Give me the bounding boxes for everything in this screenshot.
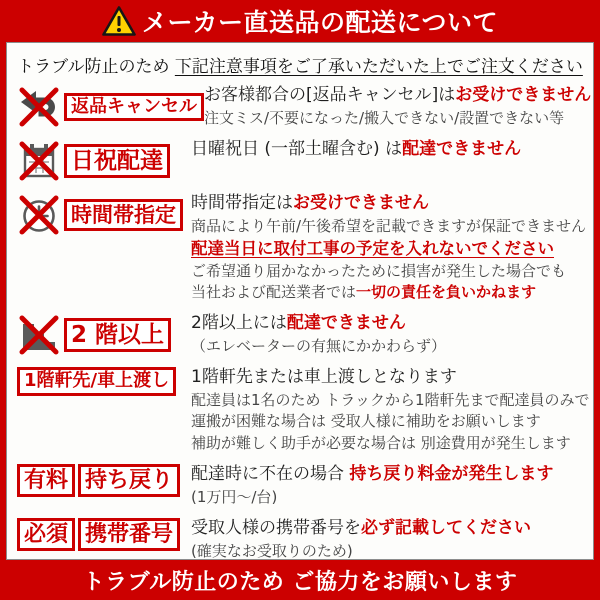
page-title: メーカー直送品の配送について [141,8,498,37]
header-banner [0,0,600,42]
clock-crossed-icon [17,193,61,237]
row-text [191,138,583,162]
label-badge: 返品キャンセル [64,93,204,122]
footer-banner [0,560,600,600]
text-segment: 持ち戻り料金が発生します [349,463,554,484]
calendar-crossed-icon [17,139,61,183]
row-label-group [17,312,191,357]
label-badge: 2 階以上 [64,318,171,352]
text-segment: 補助が難しく助手が必要な場合は 別途費用が発生します [191,433,571,452]
label-badge: 時間帯指定 [64,199,183,231]
row-label-group [17,366,191,396]
row-label-group [17,84,204,129]
text-segment: 1階軒先または車上渡しとなります [191,367,457,388]
text-segment: お受けできません [455,85,592,105]
text-segment: 配達できません [286,313,406,334]
text-segment: 時間帯指定は [191,193,293,214]
text-segment: お客様都合の[返品キャンセル]は [204,85,456,105]
notice-line [191,312,583,336]
top-notice-underlined: 下記注意事項をご了承いただいた上でご注文ください [174,57,583,77]
text-segment: 当社および配送業者では [191,282,357,301]
row-text [191,192,587,303]
notice-row-sunday-holiday [17,138,583,183]
text-segment: お受けできません [293,193,429,214]
stairs-crossed-icon [17,313,61,357]
sections [17,84,592,560]
notice-line [191,463,583,487]
notice-line [191,517,583,541]
text-segment: 2階以上には [191,313,287,334]
return-arrow-crossed-icon [17,85,61,129]
notice-panel [6,42,594,560]
notice-line [191,433,583,454]
notice-row-second-floor [17,312,583,357]
notice-line [191,366,583,390]
text-segment: 商品により午前/午後希望を記載できますが保証できません [191,216,587,235]
row-label-group [17,192,191,237]
text-segment: ご希望通り届かなかったために損害が発生した場合でも [191,261,567,280]
row-label-group [17,517,191,551]
warning-triangle-icon [102,5,136,37]
text-segment: 注文ミス/不要になった/搬入できない/設置できない等 [204,108,565,127]
label-badge: 携帯番号 [78,518,180,551]
notice-line [191,541,583,560]
text-segment: 必ず記載してください [361,518,531,539]
notice-line [191,390,590,411]
row-label-group [17,463,191,497]
notice-line [191,411,583,432]
text-segment: 配達できません [402,139,522,160]
text-segment: (1万円～/台) [191,487,278,506]
notice-line [191,237,583,260]
notice-row-ground-floor-delivery [17,366,590,454]
row-label-group [17,138,191,183]
notice-line [204,108,583,129]
text-segment: 配達員は1名のため トラックから1階軒先まで配達員のみで [191,391,590,410]
text-segment: 受取人様の携帯番号を [191,518,361,539]
row-text [191,312,583,357]
text-segment: (確実なお受取りのため) [191,541,353,560]
label-badge: 有料 [17,464,75,497]
row-text [191,463,583,508]
notice-line [191,138,583,162]
label-badge: 持ち戻り [78,464,180,497]
text-segment: 運搬が困難な場合は 受取人様に補助をお願いします [191,412,541,431]
label-badge: 必須 [17,518,75,551]
notice-line [191,192,583,216]
notice-line [191,216,587,237]
row-text [191,517,583,560]
notice-row-mobile-number [17,517,583,560]
notice-line [191,282,583,303]
text-segment: 日曜祝日 (一部土曜含む) は [191,139,403,160]
notice-row-time-slot [17,192,587,303]
label-badge: 1階軒先/車上渡し [17,367,176,396]
footer-text: トラブル防止のため ご協力をお願いします [82,569,518,595]
row-text [191,366,590,454]
notice-row-return-cancel [17,84,592,129]
text-segment: 配達当日に取付工事の予定を入れないでください [191,239,554,259]
notice-row-redelivery-fee [17,463,583,508]
top-notice-plain: トラブル防止のため [17,57,175,77]
notice-line [191,261,583,282]
notice-line [191,336,583,357]
text-segment: 一切の責任を負いかねます [356,282,537,301]
notice-line [191,487,583,508]
notice-line [204,84,592,108]
row-text [204,84,592,129]
text-segment: （エレベーターの有無にかかわらず） [191,337,447,355]
label-badge: 日祝配達 [64,144,170,178]
text-segment: 配達時に不在の場合 [191,463,350,484]
top-notice [17,49,583,84]
